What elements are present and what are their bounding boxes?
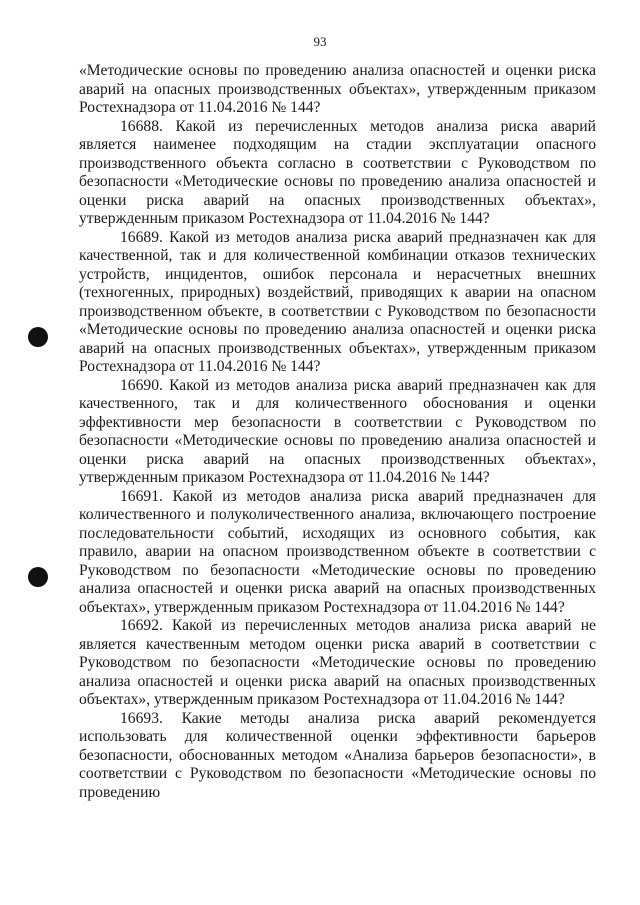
question-16689 <box>79 229 596 377</box>
document-body <box>79 62 596 802</box>
question-text: Какой из методов анализа риска аварий предназначен как для качественной, так и для количественной комбинации отказов технических устройств, инцидентов, ошибок персонала и нерасчетных внешних (техногенных, природных) воздействий, приводящих к аварии на опасном производственном объекте, в соответствии с Руководством по безопасности «Методические основы по проведению анализа опасностей и оценки риска аварий на опасных производственных объектах», утвержденным приказом Ростехнадзора от 11.04.2016 № 144? <box>79 228 596 375</box>
question-text: Какой из методов анализа риска аварий предназначен как для качественного, так и для количественного обоснования и оценки эффективности мер безопасности в соответствии с Руководством по безопасности «Методические основы по проведению анализа опасностей и оценки риска аварий на опасных производственных объектах», утвержденным приказом Ростехнадзора от 11.04.2016 № 144? <box>79 376 596 486</box>
paragraph-text: «Методические основы по проведению анализа опасностей и оценки риска аварий на опасных производственных объектах», утвержденным приказом Ростехнадзора от 11.04.2016 № 144? <box>79 62 596 116</box>
question-number: 16691. <box>120 487 163 505</box>
question-number: 16690. <box>120 376 163 394</box>
question-text: Какой из перечисленных методов анализа риска аварий является наименее подходящим на стадии эксплуатации опасного производственного объекта согласно в соответствии с Руководством по безопасности «Методические основы по проведению анализа опасностей и оценки риска аварий на опасных производственных объектах», утвержденным приказом Ростехнадзора от 11.04.2016 № 144? <box>79 117 596 227</box>
question-16691 <box>79 488 596 618</box>
question-text: Какой из методов анализа риска аварий предназначен для количественного и полуколичественного анализа, включающего построение последовательности событий, исходящих из основного события, как правило, аварии на опасном производственном объекте в соответствии с Руководством по безопасности «Методические основы по проведению анализа опасностей и оценки риска аварий на опасных производственных объектах», утвержденным приказом Ростехнадзора от 11.04.2016 № 144? <box>79 487 596 616</box>
question-number: 16693. <box>120 709 163 727</box>
question-number: 16689. <box>120 228 163 246</box>
question-16692 <box>79 617 596 710</box>
question-16688 <box>79 118 596 229</box>
question-number: 16692. <box>120 617 163 634</box>
question-text: Какой из перечисленных методов анализа риска аварий не является качественным методом оценки риска аварий в соответствии с Руководством по безопасности «Методические основы по проведению анализа опасностей и оценки риска аварий на опасных производственных объектах», утвержденным приказом Ростехнадзора от 11.04.2016 № 144? <box>79 617 596 708</box>
paragraph-continuation <box>79 62 596 118</box>
punch-hole-mark <box>28 567 48 587</box>
question-text: Какие методы анализа риска аварий рекомендуется использовать для количественной оценки эффективности барьеров безопасности, обоснованных методом «Анализа барьеров безопасности», в соответствии с Руководством по безопасности «Методические основы по проведению <box>79 709 596 801</box>
question-16693 <box>79 710 596 803</box>
question-number: 16688. <box>120 117 163 135</box>
page-number: 93 <box>313 34 327 49</box>
question-16690 <box>79 377 596 488</box>
punch-hole-mark <box>28 327 48 347</box>
